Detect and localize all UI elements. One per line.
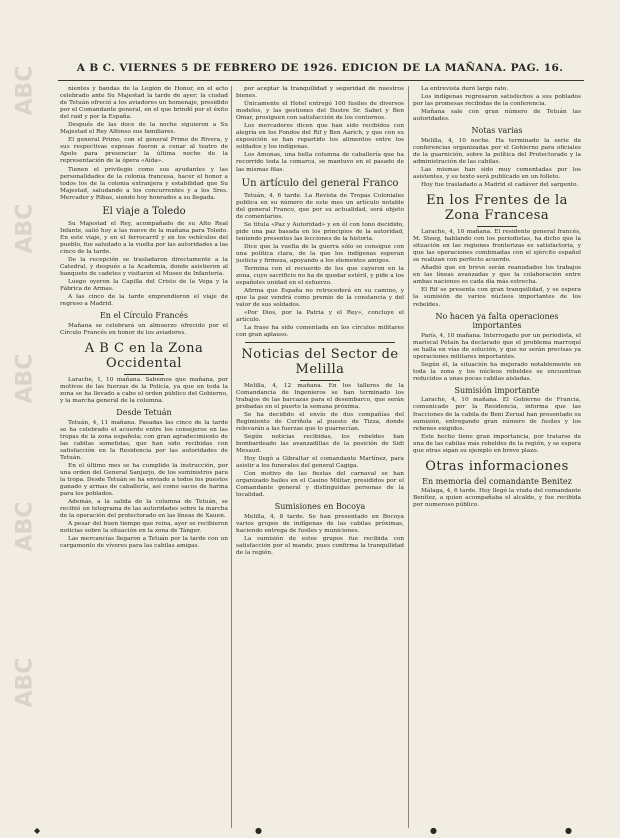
section-rule [477, 226, 517, 227]
abc-watermark-5: ABC [12, 657, 38, 708]
registration-mark: ● [255, 826, 262, 835]
page-header: A B C. VIERNES 5 DE FEBRERO DE 1926. EDICION DE LA MAÑANA. PAG. 16. [76, 62, 564, 74]
headline-no-hacen-falta: No hacen ya falta operaciones importantes [435, 311, 559, 331]
column-2 [236, 86, 404, 831]
article-paragraph: Termina con el recuerdo de los que cayeron en la zona, cuyo sacrificio no ha de quedar estéril, y pide a los españoles unidad en el esfuerzo. [236, 266, 404, 287]
article-paragraph: A las cinco de la tarde emprendieron el viaje de regreso a Madrid. [60, 294, 228, 308]
abc-watermark-2: ABC [12, 203, 38, 254]
column-divider-2 [408, 86, 409, 828]
headline-abc-zona-occidental: A B C en la Zona Occidental [84, 340, 204, 371]
article-paragraph: La sumisión de estos grupos fue recibida con satisfacción por el mando, pues confirma la tranquilidad de la región. [236, 535, 404, 556]
article-paragraph: Mañana sale con gran número de Tetuán las autoridades. [413, 109, 581, 123]
article-paragraph: Con motivo de las fiestas del carnaval se han organizado bailes en el Casino Militar, presididos por el Comandante general y distinguidas personas de la localidad. [236, 471, 404, 499]
article-paragraph: Este hecho tiene gran importancia, por tratarse de una de las cabilas más rebeldes de la región, y se espera que otras sigan su ejemplo en breve plazo. [413, 433, 581, 454]
abc-watermark-1: ABC [12, 65, 38, 116]
article-paragraph: Únicamente el Hotel entregó 100 fusiles de diversos modelos, y las gestiones del Ilustre Sr. Sabet y Ben Omar, prosiguen con satisfacción de los contornos. [236, 101, 404, 122]
headline-memoria-benitez: En memoria del comandante Benitez [422, 476, 572, 486]
article-paragraph: París, 4, 10 mañana. Interrogado por un periodista, el mariscal Petain ha declarado que el problema marroquí se halla en vías de solución, y que no serán precisas ya operaciones militares importantes. [413, 332, 581, 360]
headline-sumisiones-bocoya: Sumisiones en Bocoya [274, 502, 366, 512]
section-rule [245, 342, 395, 343]
article-paragraph: Las mismas han sido muy comentadas por los asistentes, y su texto será publicado en un folleto. [413, 166, 581, 180]
article-paragraph: Hoy llegó a Gibraltar el comandante Martínez, para asistir a los funerales del general Cagiga. [236, 455, 404, 470]
article-paragraph: Se titula «Paz y Autoridad» y en él con tono decidido, pide una paz basada en los principios de la autoridad, teniendo presentes las lecciones de la historia. [236, 221, 404, 242]
article-paragraph: «Por Dios, por la Patria y el Rey», concluye el artículo. [236, 310, 404, 324]
article-paragraph: Tetuán, 4, 11 mañana. Pasadas las cinco de la tarde se ha celebrado el acuerdo entre los consejeros en las tropas de la zona española; con gran agradecimiento de las cabilas sometidas, que han sido recibidas con satisfacción en la Residencia por las autoridades de Tetuán. [60, 419, 228, 461]
article-paragraph: Los indígenas regresaron satisfechos a sus poblados por las promesas recibidas de la conferencia. [413, 94, 581, 108]
section-rule [124, 374, 164, 375]
article-paragraph: Las mercancías llegaron a Tetuán por la tarde con un cargamento de víveres para las cabilas amigas. [60, 536, 228, 550]
article-paragraph: De la recepción se trasladaron directamente a la Catedral, y después a la Academia, donde asistieron al banquete de cadetes y visitaron el Museo de Infantería. [60, 256, 228, 278]
article-paragraph: Añadió que en breve serán reanudados los trabajos en las líneas avanzadas y que la colaboración entre ambas naciones es cada día más estrecha. [413, 265, 581, 286]
article-paragraph: En el último mes se ha cumplido la instrucción, por una orden del General Sanjurjo, de los suministros para la tropa. Desde Tetuán se ha enviado a todos los puestos ganado y armas de caballería, así como sacos de harina para los poblados. [60, 462, 228, 498]
article-paragraph: Según él, la situación ha mejorado notablemente en toda la zona y los núcleos rebeldes se encuentran reducidos a unas pocas cabilas aisladas. [413, 361, 581, 382]
article-paragraph: Melilla, 4, 10 noche. Ha terminado la serie de conferencias organizadas por el Gobierno para oficiales de la guarnición, sobre la política del Protectorado y la administración de las cabilas. [413, 137, 581, 165]
article-paragraph: por aceptar la tranquilidad y seguridad de nuestros bienes. [236, 86, 404, 100]
article-paragraph: Melilla, 4, 12 mañana. En los talleres de la Comandancia de Ingenieros se han terminado los trabajos de las barcazas para el desembarco, que serán probadas en el puerto la semana próxima. [236, 382, 404, 410]
headline-viaje-toledo: El viaje a Toledo [102, 205, 186, 217]
article-paragraph: Dice que la vuelta de la guerra sólo se consigue con una política clara, de la que los indígenas esperan justicia y firmeza, apoyando a los elementos amigos. [236, 243, 404, 264]
registration-mark: ● [430, 826, 437, 835]
article-paragraph: nientes y bandas de la Legión de Honor, en el acto celebrado ante Su Majestad la tarde de ayer; la ciudad de Tetuán ofreció a los aviadores un homenaje, presidido por el Comandante general, en el que brindó por el éxito del raid y por la España. [60, 86, 228, 121]
article-paragraph: Larache, 4, 10 mañana. El residente general francés, M. Steeg, hablando con los periodistas, ha dicho que la situación en las regiones fronterizas es satisfactoria, y que las operaciones combinadas con el ejército español se realizan con perfecto acuerdo. [413, 229, 581, 264]
article-paragraph: Mañana se celebrará un almuerzo ofrecido por el Círculo Francés en honor de los aviadores. [60, 322, 228, 336]
article-paragraph: Los mercaderes dicen que han sido recibidos con alegría en los Fondos del Rif y Ben Aarich, y que con su exposición se han repartido los alimentos entre los soldados y los indígenas. [236, 123, 404, 151]
registration-mark: ◆ [34, 826, 41, 835]
article-paragraph: El Rif se presenta con gran tranquilidad, y se espera la sumisión de varios núcleos importantes de los rebeldes. [413, 287, 581, 308]
article-paragraph: Los Amonas, una bella columna de caballería que ha recorrido toda la comarca, se mantuvo en el pasado de las mismas filas. [236, 152, 404, 173]
article-paragraph: Larache, 4, 10 mañana. El Gobierno de Francia, comunicado por la Residencia, informa que las fracciones de la cabila de Beni Zerual han presentado su sumisión, entregando gran número de fusiles y los rehenes exigidos. [413, 397, 581, 432]
column-divider-1 [231, 86, 232, 828]
article-paragraph: Se ha decidido el envío de dos compañías del Regimiento de Ceriñola al puesto de Tizza, donde relevarán a las fuerzas que lo guarnecían. [236, 411, 404, 432]
headline-desde-tetuan: Desde Tetuán [116, 408, 172, 418]
article-paragraph: Tetuán, 4, 6 tarde. La Revista de Tropas Coloniales publica en su número de este mes un artículo notable del general Franco, que por su actualidad, será objeto de comentarios. [236, 192, 404, 220]
headline-noticias-melilla: Noticias del Sector de Melilla [241, 346, 399, 377]
article-paragraph: Según noticias recibidas, los rebeldes han bombardeado las avanzadillas de la posición de Sidi Mesaud. [236, 433, 404, 454]
article-paragraph: Luego oyeron la Capilla del Cristo de la Vega y la Fábrica de Armas. [60, 279, 228, 293]
headline-sumision-importante: Sumisión importante [454, 385, 540, 395]
article-paragraph: Su Majestad el Rey, acompañado de su Alto Real Infante, salió hoy a las nueve de la mañana para Toledo. En este viaje, y en el ferrocarril y en los vehículos del pueblo, fue saludado a la vuelta por las autoridades a las cinco de la tarde. [60, 220, 228, 255]
article-paragraph: Melilla, 4, 8 tarde. Se han presentado en Bocoya varios grupos de indígenas de las cabilas próximas, haciendo entrega de fusiles y municiones. [236, 513, 404, 534]
article-paragraph: Málaga, 4, 6 tarde. Hoy llegó la viuda del comandante Benítez, a quien acompañaba el alcalde, y fue recibida por numeroso público. [413, 488, 581, 509]
article-paragraph: Larache, 1, 10 mañana. Sabemos que mañana, por motivos de las fuerzas de la Policía, ya que en toda la zona se ha llevado a cabo el orden público del Gobierno, y la marcha general de la columna. [60, 376, 228, 405]
header-rule [58, 80, 584, 81]
section-rule [300, 380, 340, 381]
headline-articulo-franco: Un artículo del general Franco [241, 177, 399, 189]
headline-circulo-frances: En el Círculo Francés [99, 311, 189, 321]
column-1 [60, 86, 228, 831]
headline-otras-informaciones: Otras informaciones [425, 458, 569, 474]
article-paragraph: La entrevista duró largo rato. [421, 86, 509, 92]
headline-frentes-zona-francesa: En los Frentes de la Zona Francesa [426, 193, 568, 224]
column-3 [413, 86, 581, 831]
article-paragraph: La frase ha sido comentada en los círculos militares con gran aplauso. [236, 325, 404, 339]
registration-mark: ● [565, 826, 572, 835]
article-paragraph: Afirma que España no retrocederá en su camino, y que la paz vendrá como premio de la constancia y del valor de sus soldados. [236, 288, 404, 309]
headline-notas-varias: Notas varias [471, 126, 523, 136]
article-paragraph: El general Primo, con el general Primo de Rivera, y sus respectivas esposas fueron a cenar al teatro de Apolo para presenciar la última noche de la representación de la ópera «Aída». [60, 137, 228, 165]
article-paragraph: A pesar del buen tiempo que reina, ayer se recibieron noticias sobre la situación en la zona de Tánger. [60, 521, 228, 535]
article-paragraph: Además, a la salida de la columna de Tetuán, se recibió un telegrama de las autoridades sobre la marcha de la operación del protectorado en las líneas de Xauen. [60, 499, 228, 520]
article-paragraph: Hoy fue trasladado a Madrid el cadáver del sargento. [421, 182, 579, 189]
abc-watermark-4: ABC [12, 501, 38, 552]
article-paragraph: Tienen el privilegio como sus ayudantes y las personalidades de la colonia francesa, hacer el honor a todos los de la colonia extranjera y estabilidad que Su Majestad, saludando a los concurrentes y a los Sres. Mercader y Ribas, siendo hoy honrados a su llegada. [60, 166, 228, 201]
article-paragraph: Después de las doce de la noche siguieron a Su Majestad el Rey Alfonso sus familiares. [60, 122, 228, 136]
abc-watermark-3: ABC [12, 353, 38, 404]
